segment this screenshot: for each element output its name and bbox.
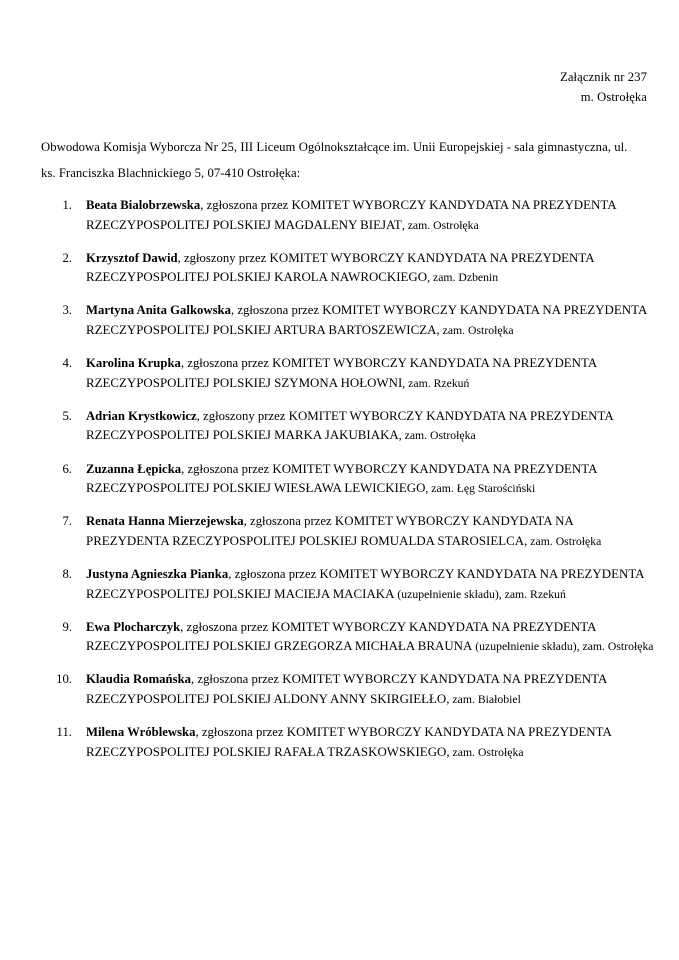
- candidate-name: Klaudia Romańska: [86, 672, 192, 687]
- list-item-body: [86, 356, 597, 390]
- candidate-name: Beata Bialobrzewska: [86, 198, 201, 212]
- candidate-list: [41, 196, 655, 776]
- list-item: [41, 512, 655, 551]
- election-committee: KOMITET WYBORCZY KANDYDATA NA PREZYDENTA RZECZYPOSPOLITEJ POLSKIEJ WIESŁAWA LEWICKIEGO: [86, 461, 597, 496]
- candidate-name: Adrian Krystkowicz: [86, 408, 197, 423]
- candidate-name: Justyna Agnieszka Pianka: [86, 567, 229, 582]
- list-item-body: [86, 672, 607, 706]
- list-item-body: [86, 725, 611, 759]
- election-committee: KOMITET WYBORCZY KANDYDATA NA PREZYDENTA RZECZYPOSPOLITEJ POLSKIEJ ARTURA BARTOSZEWICZA,: [86, 303, 647, 338]
- candidate-name: Milena Wróblewska: [86, 725, 196, 740]
- election-committee: KOMITET WYBORCZY KANDYDATA NA PREZYDENTA RZECZYPOSPOLITEJ POLSKIEJ MACIEJA MACIAKA: [86, 567, 644, 601]
- list-item-number: 10.: [56, 672, 72, 687]
- candidate-name: Krzysztof Dawid: [86, 250, 178, 265]
- list-item: [41, 249, 655, 288]
- nomination-phrase: , zgłoszona przez: [181, 461, 273, 476]
- candidate-name: Ewa Plocharczyk: [86, 619, 181, 634]
- candidate-name: Martyna Anita Galkowska: [86, 303, 231, 318]
- election-committee: KOMITET WYBORCZY KANDYDATA NA PREZYDENTA RZECZYPOSPOLITEJ POLSKIEJ SZYMONA HOŁOWNI: [86, 356, 597, 390]
- list-item: [41, 460, 655, 499]
- candidate-residence: zam. Białobiel: [449, 693, 521, 707]
- document-header: [560, 68, 647, 107]
- nomination-phrase: , zgłoszona przez: [180, 356, 273, 371]
- election-committee: KOMITET WYBORCZY KANDYDATA NA PREZYDENTA RZECZYPOSPOLITEJ POLSKIEJ ALDONY ANNY SKIRGIEŁŁO,: [86, 672, 607, 707]
- list-item: [41, 565, 655, 604]
- candidate-residence: (uzupełnienie składu), zam. Ostrołęka: [472, 640, 654, 654]
- list-item-body: [86, 303, 647, 337]
- list-item-number: 11.: [56, 725, 72, 740]
- candidate-residence: zam. Ostrołęka: [439, 324, 514, 338]
- list-item-body: [86, 251, 594, 285]
- candidate-name: Karolina Krupka: [86, 356, 181, 371]
- list-item: [41, 618, 655, 657]
- list-item: [41, 407, 655, 446]
- list-item-body: [86, 462, 597, 496]
- candidate-residence: zam. Ostrołęka: [527, 534, 602, 548]
- list-item: [41, 354, 655, 393]
- list-item-number: 1.: [62, 198, 72, 212]
- list-item: [41, 723, 655, 762]
- candidate-residence: zam. Ostrołęka: [449, 745, 524, 759]
- list-item-body: [86, 198, 616, 232]
- candidate-residence: , zam. Łęg Starościński: [425, 482, 536, 496]
- list-item-body: [86, 409, 613, 443]
- list-item: [41, 301, 655, 340]
- list-item-number: 5.: [62, 408, 72, 423]
- candidate-residence: , zam. Ostrołęka: [398, 429, 476, 443]
- list-item-number: 2.: [62, 250, 72, 265]
- list-item: [41, 196, 655, 235]
- election-committee: KOMITET WYBORCZY KANDYDATA NA PREZYDENTA RZECZYPOSPOLITEJ POLSKIEJ GRZEGORZA MICHAŁA BRAUNA: [86, 619, 596, 654]
- election-committee: KOMITET WYBORCZY KANDYDATA NA PREZYDENTA RZECZYPOSPOLITEJ POLSKIEJ KAROLA NAWROCKIEGO: [86, 250, 594, 285]
- nomination-phrase: , zgłoszona przez: [200, 198, 292, 212]
- nomination-phrase: , zgłoszona przez: [230, 303, 323, 318]
- candidate-name: Renata Hanna Mierzejewska: [86, 514, 244, 529]
- nomination-phrase: , zgłoszony przez: [196, 408, 289, 423]
- candidate-residence: , zam. Rzekuń: [402, 376, 470, 390]
- nomination-phrase: , zgłoszona przez: [228, 567, 320, 582]
- nomination-phrase: , zgłoszona przez: [195, 725, 287, 740]
- list-item-number: 7.: [62, 514, 72, 529]
- list-item: [41, 670, 655, 709]
- candidate-residence: (uzupełnienie składu), zam. Rzekuń: [394, 587, 566, 601]
- commission-description: Obwodowa Komisja Wyborcza Nr 25, III Liceum Ogólnokształcące im. Unii Europejskiej - sala gimnastyczna, ul. ks. Franciszka Blachnickiego 5, 07-410 Ostrołęka:: [41, 139, 628, 180]
- list-item-number: 3.: [62, 303, 72, 318]
- election-committee: KOMITET WYBORCZY KANDYDATA NA PREZYDENTA RZECZYPOSPOLITEJ POLSKIEJ MARKA JAKUBIAKA: [86, 408, 613, 443]
- election-committee: KOMITET WYBORCZY KANDYDATA NA PREZYDENTA RZECZYPOSPOLITEJ POLSKIEJ MAGDALENY BIEJAT: [86, 198, 616, 232]
- nomination-phrase: , zgłoszona przez: [180, 619, 272, 634]
- attachment-number: Załącznik nr 237: [560, 70, 647, 84]
- list-item-number: 6.: [62, 461, 72, 476]
- list-item-body: [86, 514, 601, 548]
- candidate-residence: , zam. Ostrołęka: [401, 218, 479, 232]
- list-item-body: [86, 620, 654, 654]
- list-item-body: [86, 567, 644, 601]
- nomination-phrase: , zgłoszony przez: [177, 250, 270, 265]
- election-committee: KOMITET WYBORCZY KANDYDATA NA PREZYDENTA RZECZYPOSPOLITEJ POLSKIEJ ROMUALDA STAROSIELCA,: [86, 514, 574, 548]
- list-item-number: 8.: [62, 567, 72, 582]
- list-item-number: 4.: [62, 356, 72, 371]
- nomination-phrase: , zgłoszona przez: [243, 514, 335, 529]
- candidate-residence: , zam. Dzbenin: [427, 271, 499, 285]
- election-committee: KOMITET WYBORCZY KANDYDATA NA PREZYDENTA RZECZYPOSPOLITEJ POLSKIEJ RAFAŁA TRZASKOWSKIEGO,: [86, 725, 612, 759]
- list-item-number: 9.: [62, 619, 72, 634]
- candidate-name: Zuzanna Łępicka: [86, 461, 182, 476]
- municipality-name: m. Ostrołęka: [580, 89, 647, 104]
- nomination-phrase: , zgłoszona przez: [191, 672, 283, 687]
